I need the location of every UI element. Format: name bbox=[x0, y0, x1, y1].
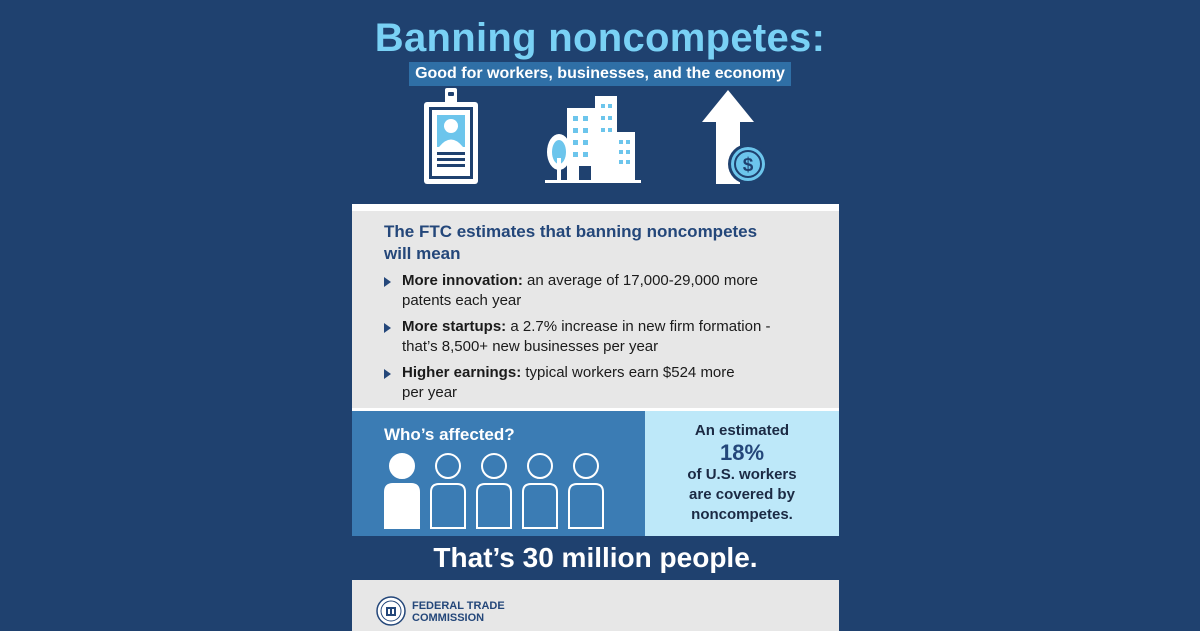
bullet-arrow-icon bbox=[384, 277, 391, 287]
affected-panel bbox=[352, 408, 645, 536]
ftc-seal-icon bbox=[376, 596, 406, 626]
bullet-text bbox=[402, 271, 792, 311]
person-icon-outline bbox=[569, 454, 603, 528]
affected-title: Who’s affected? bbox=[384, 425, 515, 444]
estimate-line2: of U.S. workers bbox=[687, 466, 797, 483]
arrow-up-dollar-icon bbox=[700, 88, 772, 193]
estimate-panel bbox=[645, 408, 839, 536]
icon-row bbox=[0, 88, 1200, 198]
person-icon-outline bbox=[477, 454, 511, 528]
estimate-line1: An estimated bbox=[694, 422, 790, 439]
people-icons bbox=[352, 451, 645, 541]
bullet-lead: More innovation: bbox=[402, 272, 523, 289]
bullet-arrow-icon bbox=[384, 369, 391, 379]
bullet-line1: an average of 17,000-29,000 more bbox=[522, 272, 758, 289]
footer bbox=[352, 580, 839, 631]
bullet-line2: patents each year bbox=[402, 292, 522, 309]
ftc-name-line2: COMMISSION bbox=[412, 612, 485, 624]
estimate-percent: 18% bbox=[719, 440, 765, 465]
bullet-lead: More startups: bbox=[402, 318, 507, 335]
bullet-line1: typical workers earn $524 more bbox=[521, 364, 735, 381]
bullet-arrow-icon bbox=[384, 323, 391, 333]
bullet-lead: Higher earnings: bbox=[402, 364, 522, 381]
estimate-line4: noncompetes. bbox=[691, 506, 793, 523]
bullet-line1: a 2.7% increase in new firm formation - bbox=[506, 318, 771, 335]
bullet-line2: that’s 8,500+ new businesses per year bbox=[402, 338, 659, 355]
ftc-name-line1: FEDERAL TRADE bbox=[412, 600, 505, 612]
page-title: Banning noncompetes: bbox=[374, 16, 826, 60]
estimates-heading-line1: The FTC estimates that banning noncompetes bbox=[384, 222, 758, 241]
bullet-line2: per year bbox=[402, 384, 458, 401]
estimates-heading bbox=[384, 221, 804, 265]
bullet-text bbox=[402, 317, 792, 357]
buildings-icon bbox=[543, 88, 643, 193]
id-badge-icon bbox=[418, 88, 484, 193]
summary-text: That’s 30 million people. bbox=[433, 542, 758, 573]
person-icon-outline bbox=[431, 454, 465, 528]
subtitle-wrap bbox=[0, 62, 1200, 86]
bullet-text bbox=[402, 363, 792, 403]
estimates-panel bbox=[352, 204, 839, 408]
estimates-heading-line2: will mean bbox=[384, 244, 461, 263]
person-icon-filled bbox=[385, 454, 419, 528]
svg-text:$: $ bbox=[742, 155, 754, 176]
estimate-line3: are covered by bbox=[689, 486, 795, 503]
ftc-name bbox=[412, 600, 505, 624]
page-subtitle: Good for workers, businesses, and the economy bbox=[409, 62, 791, 86]
person-icon-outline bbox=[523, 454, 557, 528]
